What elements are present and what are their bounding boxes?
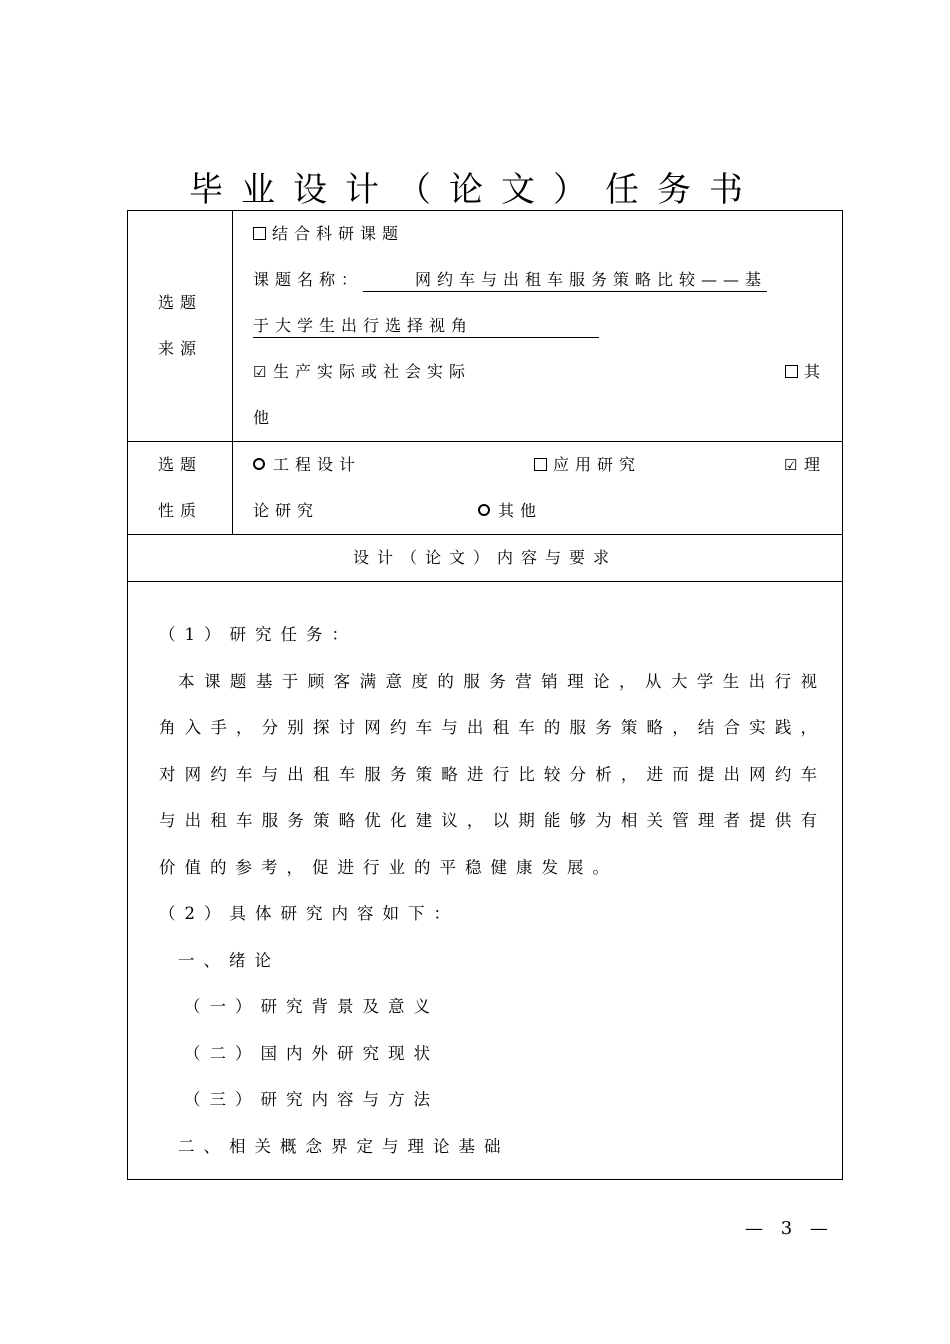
outline-item: 一、绪论 [178,950,280,970]
source-label-line1: 选题 [157,293,202,312]
content-body-row [128,582,843,1180]
option-engineering-label: 工程设计 [273,455,362,474]
source-options-cell [233,211,843,442]
topic-name-part1: 网约车与出租车服务策略比较——基 [363,270,767,292]
nature-line-1 [253,442,826,488]
topic-label: 课题名称： [253,270,364,289]
nature-line-2 [253,488,826,534]
content-subheading: （2）具体研究内容如下： [159,904,459,923]
option-theory-start: ☑ 理 [784,442,826,488]
nature-row [128,442,843,535]
option-theory-end: 论研究 [253,501,320,520]
content-heading-row [128,535,843,582]
task-paragraph: 本课题基于顾客满意度的服务营销理论，从大学生出行视角入手，分别探讨网约车与出租车的服务策略，结合实践，对网约车与出租车服务策略进行比较分析，进而提出网约车与出租车服务策略优化建议，以期能够为相关管理者提供有价值的参考，促进行业的平稳健康发展。 [159,671,826,877]
source-label-line2: 来源 [157,339,202,358]
outline-item: 二、相关概念界定与理论基础 [178,1136,510,1156]
option-practice-line [253,349,826,395]
topic-name-part2: 于大学生出行选择视角 [253,316,599,338]
document-title: 毕业设计（论文）任务书 [189,170,761,210]
source-row [128,211,843,442]
option-nature-other: 其他 [478,488,542,534]
nature-label-cell [128,442,233,535]
content-body-cell [128,582,843,1180]
nature-options-cell [233,442,843,535]
unchecked-box-icon[interactable] [534,458,547,471]
radio-selected-icon[interactable] [253,458,265,470]
outline-item: （二）国内外研究现状 [184,1043,439,1063]
outline-item: （一）研究背景及意义 [184,997,439,1016]
topic-line-2 [253,303,826,349]
unchecked-box-icon[interactable] [253,227,266,240]
task-heading: （1）研究任务： [159,625,357,644]
option-other-end: 他 [253,408,276,427]
option-research-label: 结合科研课题 [272,224,405,243]
option-practice-label: 生产实际或社会实际 [273,362,472,381]
radio-selected-icon[interactable] [478,504,490,516]
nature-label-line2: 性质 [157,501,202,520]
task-form-table [127,210,843,1180]
topic-line-1 [253,257,826,303]
nature-label-line1: 选题 [157,455,202,474]
option-research-line [253,211,826,257]
checked-box-icon[interactable]: ☑ [783,456,798,474]
unchecked-box-icon[interactable] [785,365,798,378]
outline-item: （三）研究内容与方法 [184,1090,439,1109]
source-label-cell [128,211,233,442]
option-applied: 应用研究 [534,442,641,488]
checked-box-icon[interactable]: ☑ [253,363,267,381]
page-number: — 3 — [745,1218,834,1239]
content-heading: 设计（论文）内容与要求 [128,535,843,582]
option-other-start: 其 [785,349,826,395]
